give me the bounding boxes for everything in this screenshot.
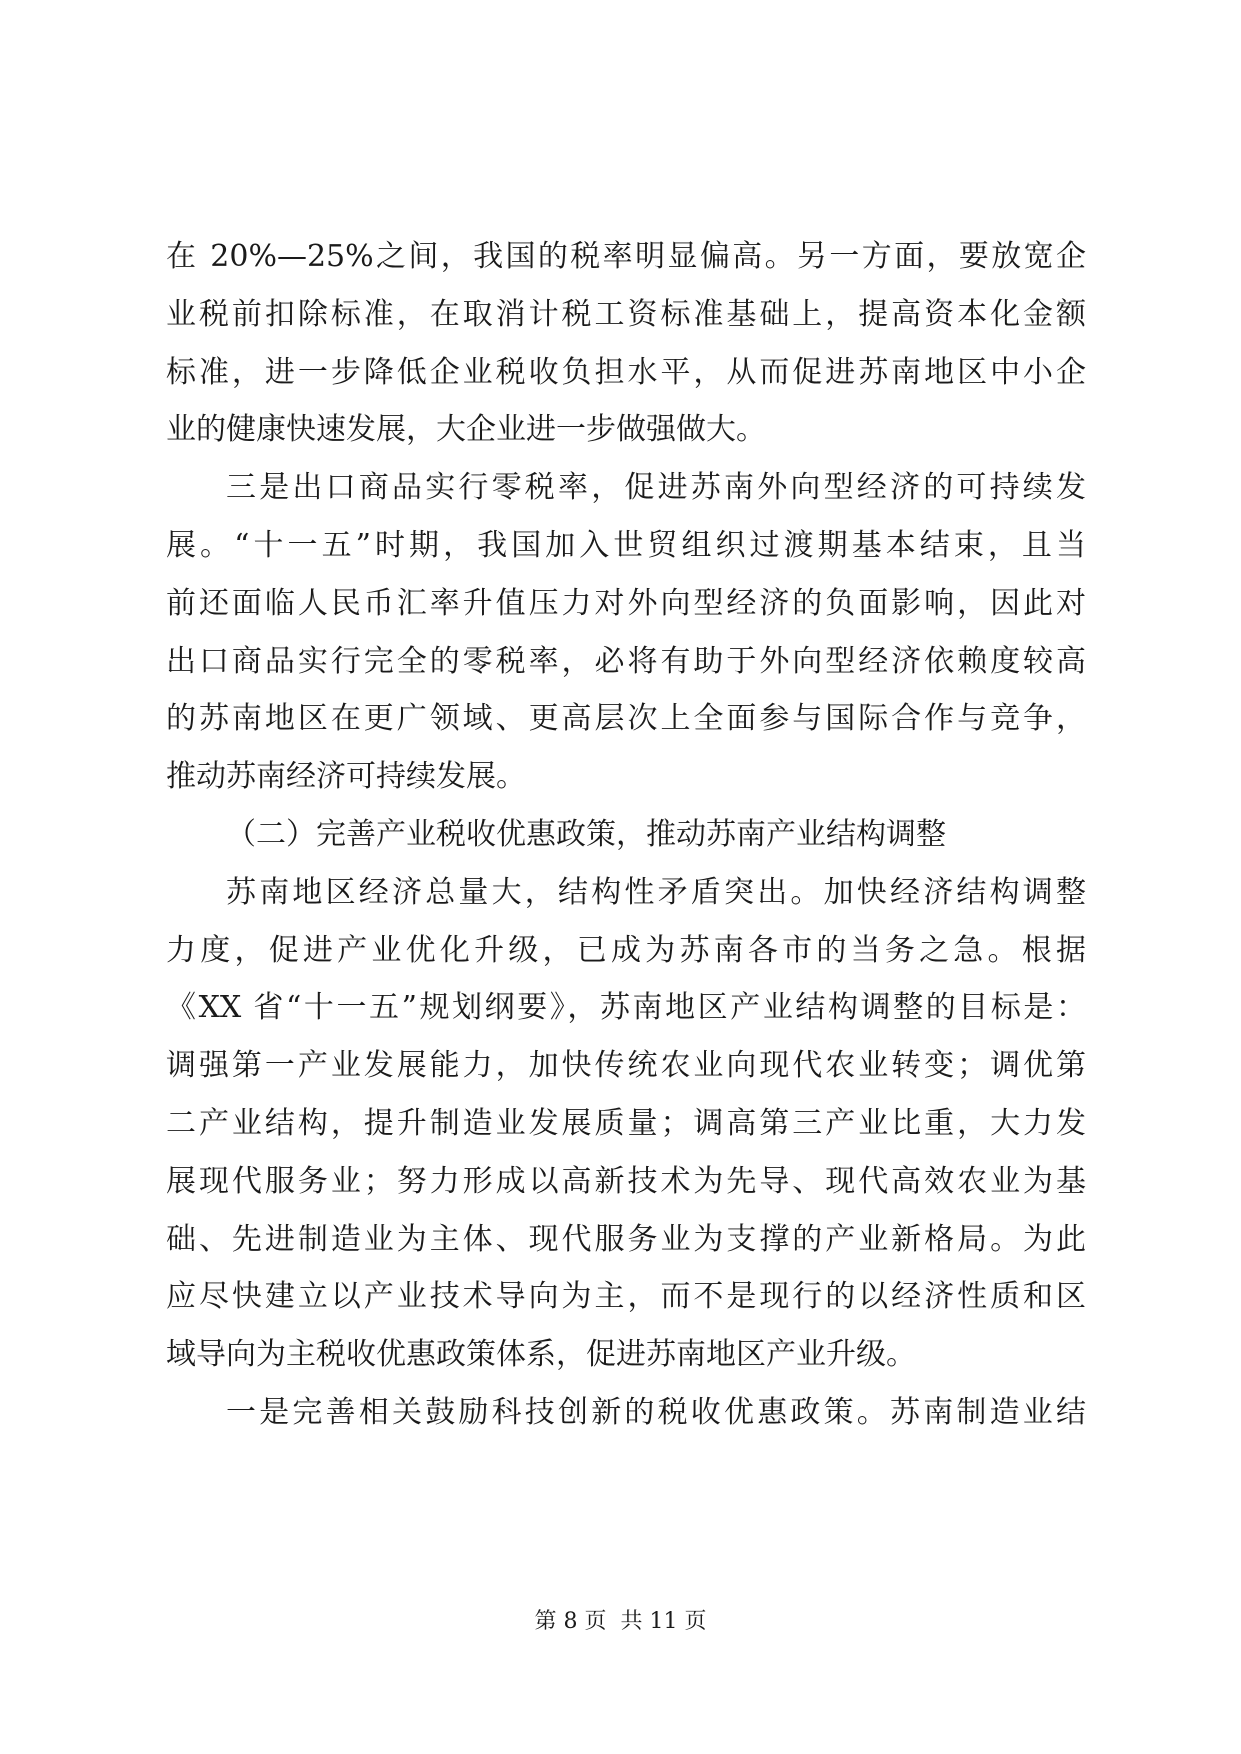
- text-line: 调强第一产业发展能力，加快传统农业向现代农业转变；调优第: [166, 1048, 1086, 1084]
- text-line: 的苏南地区在更广领域、更高层次上全面参与国际合作与竞争，: [166, 701, 1086, 737]
- text-line: 业税前扣除标准，在取消计税工资标准基础上，提高资本化金额: [166, 296, 1086, 332]
- text-line: 域导向为主税收优惠政策体系，促进苏南地区产业升级。: [166, 1337, 916, 1373]
- page-footer: [0, 1608, 1241, 1636]
- paragraph-first-line: 苏南地区经济总量大，结构性矛盾突出。加快经济结构调整: [226, 874, 1086, 910]
- text-line: 力度，促进产业优化升级，已成为苏南各市的当务之急。根据: [166, 932, 1086, 968]
- text-line: 础、先进制造业为主体、现代服务业为支撑的产业新格局。为此: [166, 1221, 1086, 1257]
- text-line: 展现代服务业；努力形成以高新技术为先导、现代高效农业为基: [166, 1163, 1086, 1199]
- text-line: 二产业结构，提升制造业发展质量；调高第三产业比重，大力发: [166, 1105, 1086, 1141]
- paragraph-first-line: 一是完善相关鼓励科技创新的税收优惠政策。苏南制造业结: [226, 1394, 1086, 1430]
- document-body: [166, 228, 1086, 1442]
- text-line: 推动苏南经济可持续发展。: [166, 759, 526, 795]
- text-line: 标准，进一步降低企业税收负担水平，从而促进苏南地区中小企: [166, 354, 1086, 390]
- text-line: 在 20%—25%之间，我国的税率明显偏高。另一方面，要放宽企: [166, 239, 1086, 274]
- text-line: 业的健康快速发展，大企业进一步做强做大。: [166, 412, 766, 448]
- page-number: 第 8 页 共 11 页: [534, 1609, 707, 1634]
- text-line: 出口商品实行完全的零税率，必将有助于外向型经济依赖度较高: [166, 643, 1086, 679]
- text-line: 前还面临人民币汇率升值压力对外向型经济的负面影响，因此对: [166, 585, 1086, 621]
- paragraph-first-line: 三是出口商品实行零税率，促进苏南外向型经济的可持续发: [226, 470, 1086, 506]
- section-heading: （二）完善产业税收优惠政策，推动苏南产业结构调整: [226, 816, 946, 852]
- text-line: 应尽快建立以产业技术导向为主，而不是现行的以经济性质和区: [166, 1279, 1086, 1315]
- text-line: 《XX 省“十一五”规划纲要》，苏南地区产业结构调整的目标是：: [166, 990, 1086, 1026]
- text-line: 展。“十一五”时期，我国加入世贸组织过渡期基本结束，且当: [166, 527, 1086, 563]
